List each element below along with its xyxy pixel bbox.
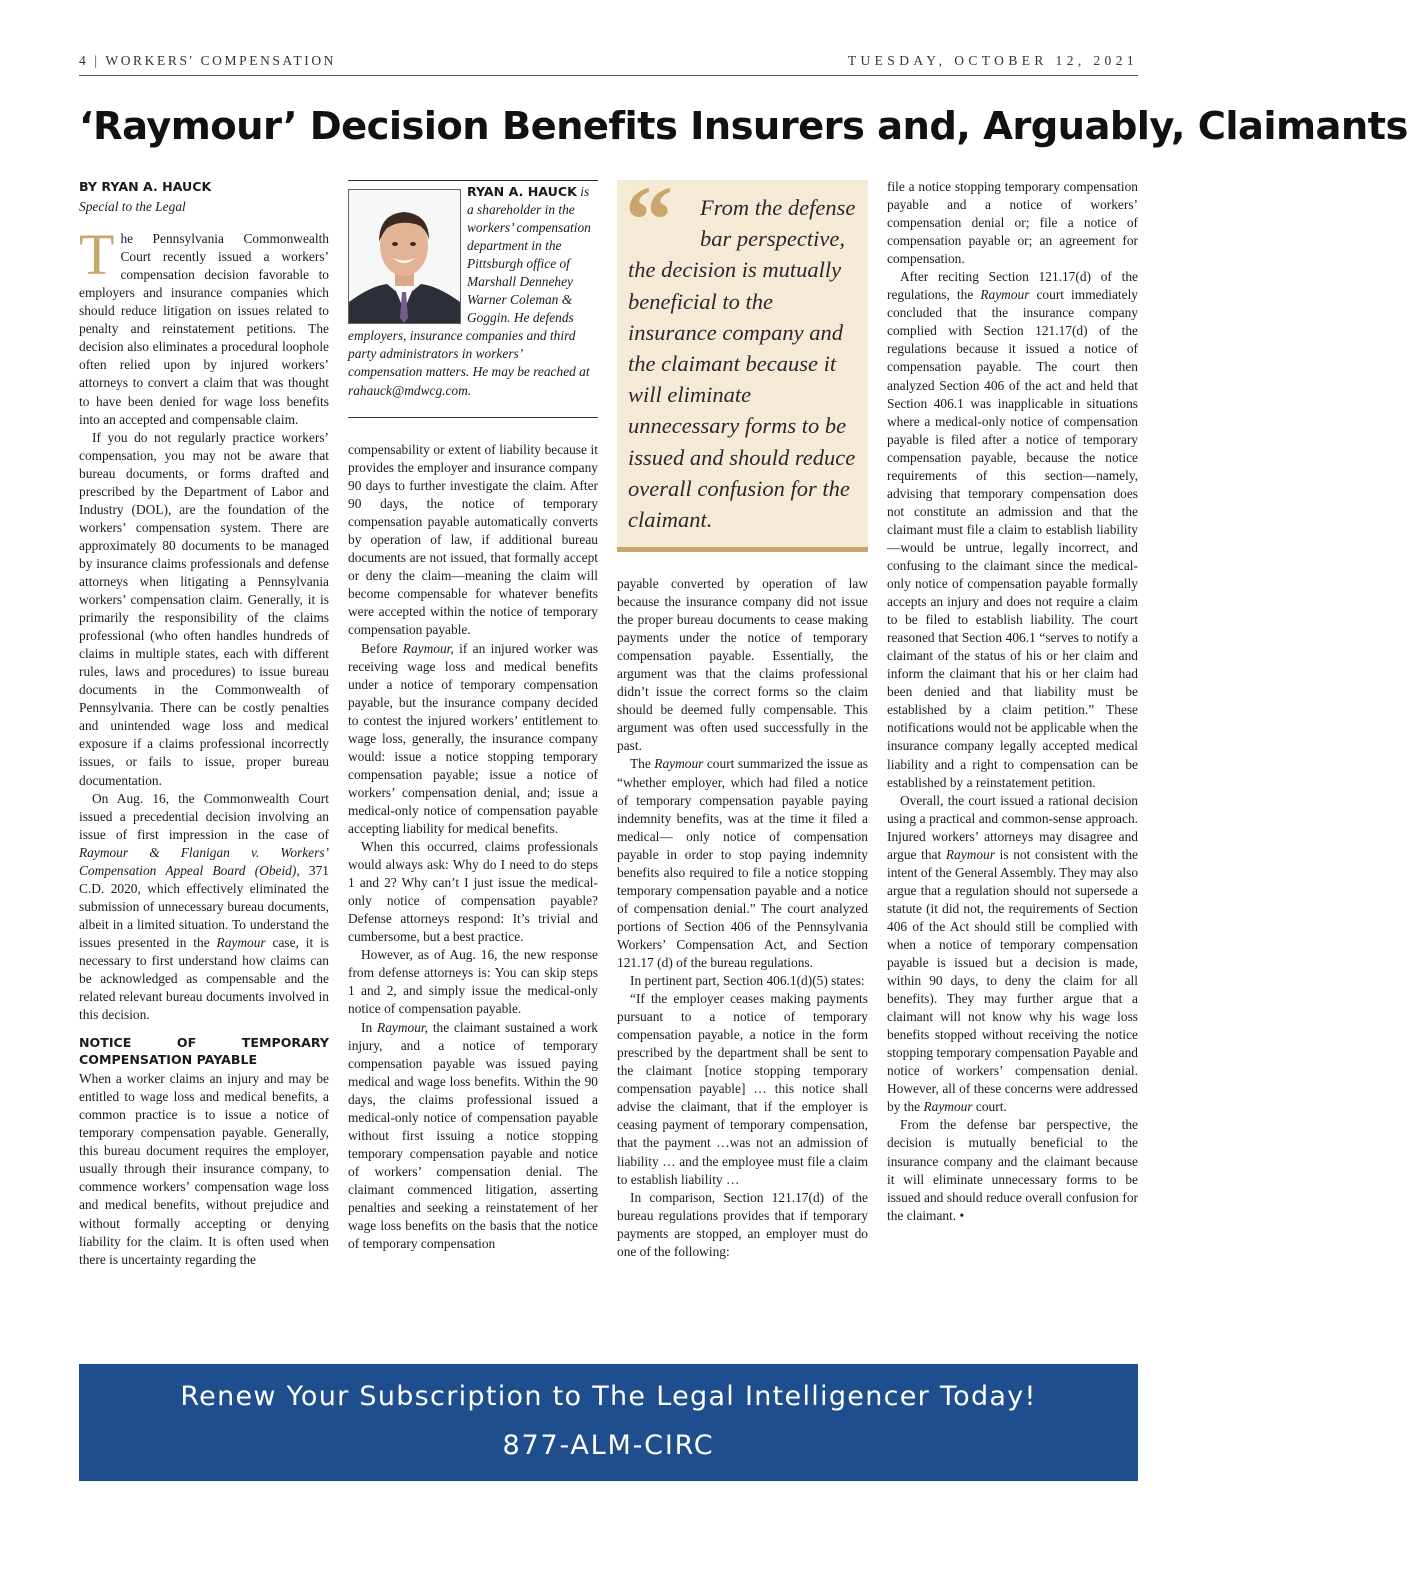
article-paragraph: In pertinent part, Section 406.1(d)(5) states: (630, 973, 865, 989)
author-portrait-photo (348, 189, 461, 324)
section-subhead: NOTICE OF TEMPORARY COMPENSATION PAYABLE (79, 1035, 329, 1068)
article-paragraph: After reciting Section 121.17(d) of the regulations, the Raymour court immediately concluded that the insurance company complied with Section 121.17(d) of the regulations because it issued a notice of compensation payable. The court then analyzed Section 406 of the act and held that Section 406.1 was inapplicable in situations where a medical-only notice of compensation payable is filed after a notice of temporary compensation payable, because the notice requirements of this section—namely, advising that temporary compensation does not constitute an admission and that the claimant must file a claim to establish liability—would be untrue, legally incorrect, and confusing to the claimant since the medical-only notice of compensation payable formally accepts an injury and does not require a claim to be filed to establish liability. The court reasoned that Section 406.1 “serves to notify a claimant of the status of his or her claim and inform the claimant that his or her claim had been denied and that liability must be established by a claim petition.” These notifications would not be applicable when the insurance company legally accepted medical liability and a right to compensation can be established by a reinstatement petition. (887, 269, 1138, 790)
bio-author-name: RYAN A. HAUCK (467, 184, 577, 199)
article-paragraph: compensability or extent of liability because it provides the employer and insurance company 90 days to further investigate the claim. After 90 days, the notice of temporary compensation payable automatically converts by operation of law, if additional bureau documents are not issued, that formally accept or deny the claim—meaning the claim will become compensable for whatever benefits were accepted within the notice of temporary compensation payable. (348, 442, 598, 638)
article-paragraph: However, as of Aug. 16, the new response from defense attorneys is: You can skip steps 1 and 2, and simply issue the medical-only notice of compensation payable. (348, 947, 598, 1017)
article-paragraph: The Raymour court summarized the issue as “whether employer, which had filed a notice of temporary compensation payable paying indemnity benefits, was at the time it filed a medical— only notice of compensation payable in order to stop paying indemnity benefits also required to file a notice stopping temporary compensation payable and a notice of compensation denial.” The court analyzed portions of Section 406 of the Pennsylvania Workers’ Compensation Act, and Section 121.17 (d) of the bureau regulations. (617, 756, 868, 970)
article-paragraph: In Raymour, the claimant sustained a work injury, and a notice of temporary compensation payable was issued paying medical and wage loss benefits. Within the 90 days, the claims professional issued a medical-only notice of compensation payable without first issuing a notice stopping temporary compensation payable and notice of workers’ compensation denial. The claimant commenced litigation, asserting penalties and seeking a reinstatement of her wage loss benefits on the basis that the notice of temporary compensation (348, 1019, 598, 1252)
banner-phone: 877-ALM-CIRC (502, 1430, 715, 1461)
article-paragraph: From the defense bar perspective, the decision is mutually beneficial to the insurance company and the claimant because it will eliminate unnecessary forms to be issued and should reduce overall confusion for the claimant. • (887, 1117, 1138, 1223)
article-headline: ‘Raymour’ Decision Benefits Insurers and, Arguably, Claimants (79, 104, 1408, 149)
article-paragraph: If you do not regularly practice workers’ compensation, you may not be aware that bureau documents, or forms drafted and prescribed by the Department of Labor and Industry (DOL), are the foundation of the workers’ compensation system. There are approximately 80 documents to be managed by insurance claims professionals and defense attorneys when litigating a Pennsylvania workers’ compensation claim. Generally, it is primarily the responsibility of the claims professional (who often handles hundreds of claims in multiple states, each with different rules, laws and procedures) to issue bureau documents in the Commonwealth of Pennsylvania. There can be costly penalties and unintended wage loss and medical exposure if a claims professional incorrectly issues, or fails to issue, proper bureau documentation. (79, 429, 329, 788)
pull-quote-text: From the defense bar perspective, the decision is mutually beneficial to the insurance company and the claimant because it will eliminate unnecessary forms to be issued and should reduce overall confusion for the claimant. (628, 195, 856, 533)
running-header-section: 4 | WORKERS' COMPENSATION (79, 53, 337, 68)
article-paragraph: In comparison, Section 121.17(d) of the bureau regulations provides that if temporary payments are stopped, an employer must do one of the following: (617, 1189, 868, 1259)
article-paragraph: Overall, the court issued a rational decision using a practical and common-sense approach. Injured workers’ attorneys may disagree and argue that Raymour is not consistent with the intent of the General Assembly. They may also argue that a regulation should not supersede a statute (it did not, the requirements of Section 406 of the Act should still be complied with when a notice of temporary compensation payable is issued but a decision is made, within 90 days, to deny the claim for all benefits). They may further argue that a claimant will not know why his wage loss benefits stopped without receiving the notice stopping temporary compensation Payable and notice of workers’ compensation denial. However, all of these concerns were addressed by the Raymour court. (887, 792, 1139, 1115)
drop-cap: T (79, 222, 115, 288)
header-divider (79, 75, 1138, 76)
pull-quote-box (617, 166, 868, 552)
article-column-2 (348, 441, 598, 1253)
quote-mark-icon: “ (625, 166, 673, 273)
article-paragraph: Before Raymour, if an injured worker was receiving wage loss and medical benefits under a notice of temporary compensation payable, but the insurance company decided to contest the injured workers’ entitlement to wage loss, generally, the insurance company would: issue a notice stopping temporary compensation payable; issue a notice of workers’ compensation denial, and; issue a medical-only notice of compensation payable accepting liability for medical benefits. (348, 640, 599, 836)
article-column-1 (79, 178, 329, 1269)
article-paragraph: The Pennsylvania Commonwealth Court recently issued a workers’ compensation decision favorable to employers and insurance companies which should reduce litigation on issues related to penalty and reinstatement petitions. The decision also eliminates a procedural loophole often relied upon by injured workers’ attorneys to convert a claim that was thought to have been denied for wage loss benefits into an accepted and compensable claim. (79, 222, 329, 427)
running-header-date: TUESDAY, OCTOBER 12, 2021 (847, 53, 1138, 68)
article-paragraph: payable converted by operation of law because the insurance company did not issue the proper bureau documents to cease making payments under the notice of temporary compensation payable. Essentially, the argument was that the claims professional didn’t issue the correct forms so the claim should be deemed fully compensable. This argument was often used successfully in the past. (617, 576, 868, 754)
byline-role: Special to the Legal (79, 199, 186, 215)
article-paragraph: When this occurred, claims professionals would always ask: Why do I need to do steps 1 and 2? Why can’t I just issue the medical-only notice of compensation payable? Defense attorneys respond: It’s trivial and cumbersome, but a best practice. (348, 839, 598, 945)
article-paragraph: On Aug. 16, the Commonwealth Court issued a precedential decision involving an issue of first impression in the case of Raymour & Flanigan v. Workers’ Compensation Appeal Board (Obeid), 371 C.D. 2020, which effectively eliminated the submission of unnecessary bureau documents, albeit in a limited situation. To understand the issues presented in the Raymour case, it is necessary to first understand how claims can be acknowledged as compensable and the related relevant bureau documents involved in this decision. (79, 790, 329, 1023)
end-mark-icon: • (956, 1207, 965, 1223)
block-quote: “If the employer ceases making payments pursuant to a notice of temporary compensation payable, a notice in the form prescribed by the department shall be sent to the claimant [notice stopping temporary compensation payable] … this notice shall advise the claimant, that if the employer is ceasing payment of temporary compensation, that the payment …was not an admission of liability … and the employee must file a claim to establish liability … (617, 991, 868, 1187)
case-citation: Raymour & Flanigan v. Workers’ Compensation Appeal Board (Obeid), (79, 844, 329, 878)
article-paragraph: When a worker claims an injury and may be entitled to wage loss and medical benefits, a common practice is to issue a notice of temporary compensation payable. Generally, this bureau document requires the employer, usually through their insurance company, to commence workers’ compensation wage loss and medical benefits, without prejudice and without formally accepting or denying liability for the claim. It is often used when there is uncertainty regarding the (79, 1071, 329, 1267)
author-bio-box (348, 180, 598, 418)
article-column-4 (887, 178, 1138, 1225)
author-bio-text: RYAN A. HAUCK is a shareholder in the workers’ compensation department in the Pittsburgh office of Marshall Dennehey Warner Coleman & Goggin. He defends employers, insurance companies and third party administrators in workers’ compensation matters. He may be reached at rahauck@mdwcg.com. (348, 184, 591, 398)
article-column-3 (617, 575, 868, 1261)
byline-author: BY RYAN A. HAUCK (79, 179, 212, 194)
banner-headline: Renew Your Subscription to The Legal Intelligencer Today! (180, 1381, 1037, 1412)
article-paragraph: file a notice stopping temporary compensation payable and a notice of workers’ compensation denial or; file a notice of compensation payable or; an agreement for compensation. (887, 179, 1138, 267)
subscription-banner[interactable] (79, 1364, 1138, 1481)
